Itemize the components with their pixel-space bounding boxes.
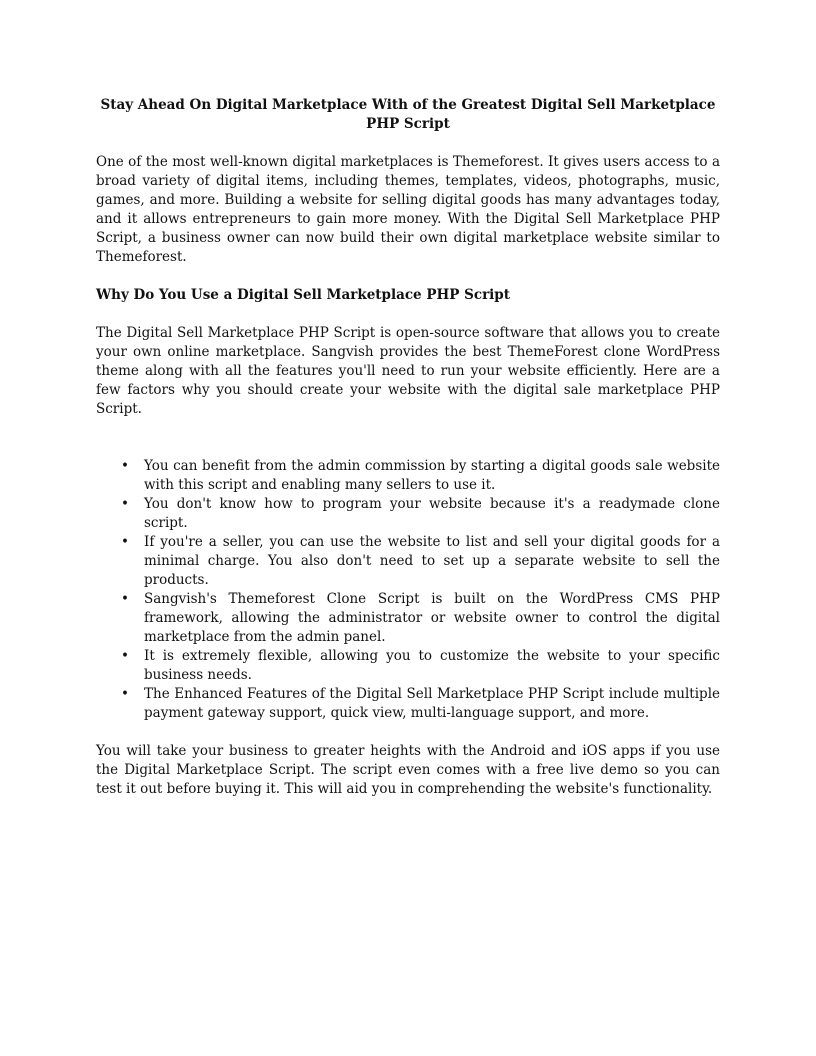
bullet-list bbox=[96, 457, 720, 723]
bullet-icon: • bbox=[121, 648, 129, 664]
list-item bbox=[96, 457, 720, 495]
bullet-icon: • bbox=[121, 496, 129, 512]
list-item-text: If you're a seller, you can use the website to list and sell your digital goods for a minimal charge. You also don't need to set up a separate website to sell the products. bbox=[144, 534, 720, 588]
bullet-icon: • bbox=[121, 458, 129, 474]
body-paragraph: The Digital Sell Marketplace PHP Script is open-source software that allows you to create your own online marketplace. Sangvish provides the best ThemeForest clone WordPress theme along with all the features you'll need to run your website efficiently. Here are a few factors why you should create your website with the digital sale marketplace PHP Script. bbox=[96, 325, 720, 417]
list-item bbox=[96, 495, 720, 533]
list-item bbox=[96, 533, 720, 590]
bullet-icon: • bbox=[121, 534, 129, 550]
list-item-text: You can benefit from the admin commission by starting a digital goods sale website with this script and enabling many sellers to use it. bbox=[144, 458, 720, 493]
document-title: Stay Ahead On Digital Marketplace With of the Greatest Digital Sell Marketplace PHP Script bbox=[100, 97, 716, 132]
list-item bbox=[96, 685, 720, 723]
list-item bbox=[96, 647, 720, 685]
document-page bbox=[96, 96, 720, 799]
list-item-text: It is extremely flexible, allowing you to customize the website to your specific business needs. bbox=[144, 648, 720, 683]
list-item-text: Sangvish's Themeforest Clone Script is built on the WordPress CMS PHP framework, allowing the administrator or website owner to control the digital marketplace from the admin panel. bbox=[144, 591, 720, 645]
bullet-icon: • bbox=[121, 686, 129, 702]
list-item bbox=[96, 590, 720, 647]
bullet-icon: • bbox=[121, 591, 129, 607]
section-heading: Why Do You Use a Digital Sell Marketplace PHP Script bbox=[96, 287, 510, 303]
list-item-text: You don't know how to program your website because it's a readymade clone script. bbox=[144, 496, 720, 531]
closing-paragraph: You will take your business to greater heights with the Android and iOS apps if you use the Digital Marketplace Script. The script even comes with a free live demo so you can test it out before buying it. This will aid you in comprehending the website's functionality. bbox=[96, 743, 720, 797]
intro-paragraph: One of the most well-known digital marketplaces is Themeforest. It gives users access to a broad variety of digital items, including themes, templates, videos, photographs, music, games, and more. Building a website for selling digital goods has many advantages today, and it allows entrepreneurs to gain more money. With the Digital Sell Marketplace PHP Script, a business owner can now build their own digital marketplace website similar to Themeforest. bbox=[96, 154, 720, 265]
list-item-text: The Enhanced Features of the Digital Sell Marketplace PHP Script include multiple payment gateway support, quick view, multi-language support, and more. bbox=[144, 686, 720, 721]
